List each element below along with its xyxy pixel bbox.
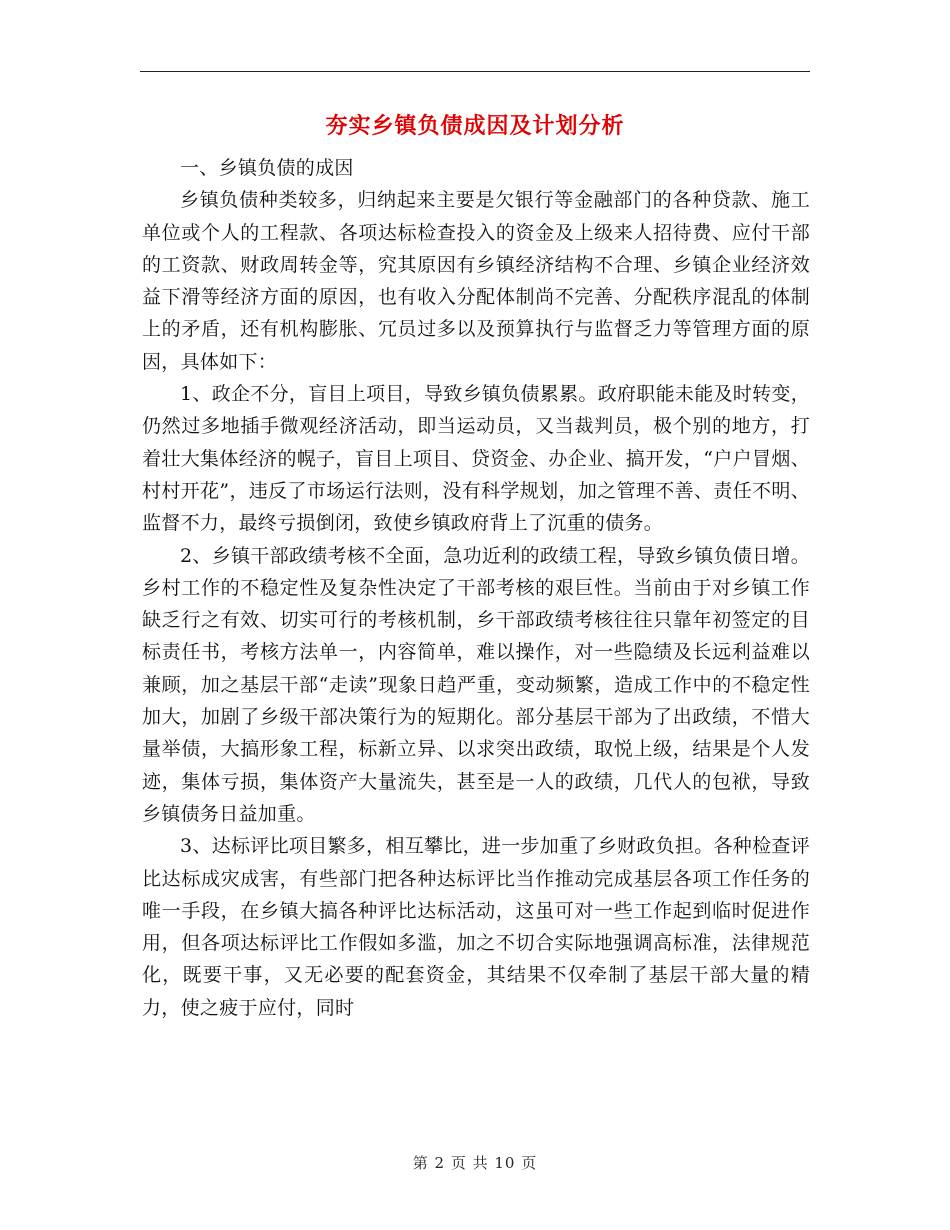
- header-rule: [140, 71, 810, 72]
- paragraph-cause-1: 1、政企不分，盲目上项目，导致乡镇负债累累。政府职能未能及时转变，仍然过多地插手微观经济活动，即当运动员，又当裁判员，极个别的地方，打着壮大集体经济的幌子，盲目上项目、贷资金、办企业、搞开发，“户户冒烟、村村开花”，违反了市场运行法则，没有科学规划，加之管理不善、责任不明、监督不力，最终亏损倒闭，致使乡镇政府背上了沉重的债务。: [142, 383, 810, 535]
- page-number: 第 2 页 共 10 页: [412, 1154, 538, 1172]
- paragraph-cause-3: 3、达标评比项目繁多，相互攀比，进一步加重了乡财政负担。各种检查评比达标成灾成害，有些部门把各种达标评比当作推动完成基层各项工作任务的唯一手段，在乡镇大搞各种评比达标活动，这虽可对一些工作起到临时促进作用，但各项达标评比工作假如多滥，加之不切合实际地强调高标准，法律规范化，既要干事，又无必要的配套资金，其结果不仅牵制了基层干部大量的精力，使之疲于应付，同时: [142, 835, 810, 1019]
- paragraph-cause-2: 2、乡镇干部政绩考核不全面，急功近利的政绩工程，导致乡镇负债日增。乡村工作的不稳定性及复杂性决定了干部考核的艰巨性。当前由于对乡镇工作缺乏行之有效、切实可行的考核机制，乡干部政绩考核往往只靠年初签定的目标责任书，考核方法单一，内容简单，难以操作，对一些隐绩及长远利益难以兼顾，加之基层干部“走读”现象日趋严重，变动频繁，造成工作中的不稳定性加大，加剧了乡级干部决策行为的短期化。部分基层干部为了出政绩，不惜大量举债，大搞形象工程，标新立异、以求突出政绩，取悦上级，结果是个人发迹，集体亏损，集体资产大量流失，甚至是一人的政绩，几代人的包袱，导致乡镇债务日益加重。: [142, 544, 810, 825]
- paragraph-intro: 乡镇负债种类较多，归纳起来主要是欠银行等金融部门的各种贷款、施工单位或个人的工程款、各项达标检查投入的资金及上级来人招待费、应付干部的工资款、财政周转金等，究其原因有乡镇经济结构不合理、乡镇企业经济效益下滑等经济方面的原因，也有收入分配体制尚不完善、分配秩序混乱的体制上的矛盾，还有机构膨胀、冗员过多以及预算执行与监督乏力等管理方面的原因，具体如下：: [142, 189, 810, 373]
- document-body: [142, 152, 810, 1024]
- document-title: 夯实乡镇负债成因及计划分析: [325, 113, 625, 139]
- section-heading: 一、乡镇负债的成因: [180, 157, 354, 179]
